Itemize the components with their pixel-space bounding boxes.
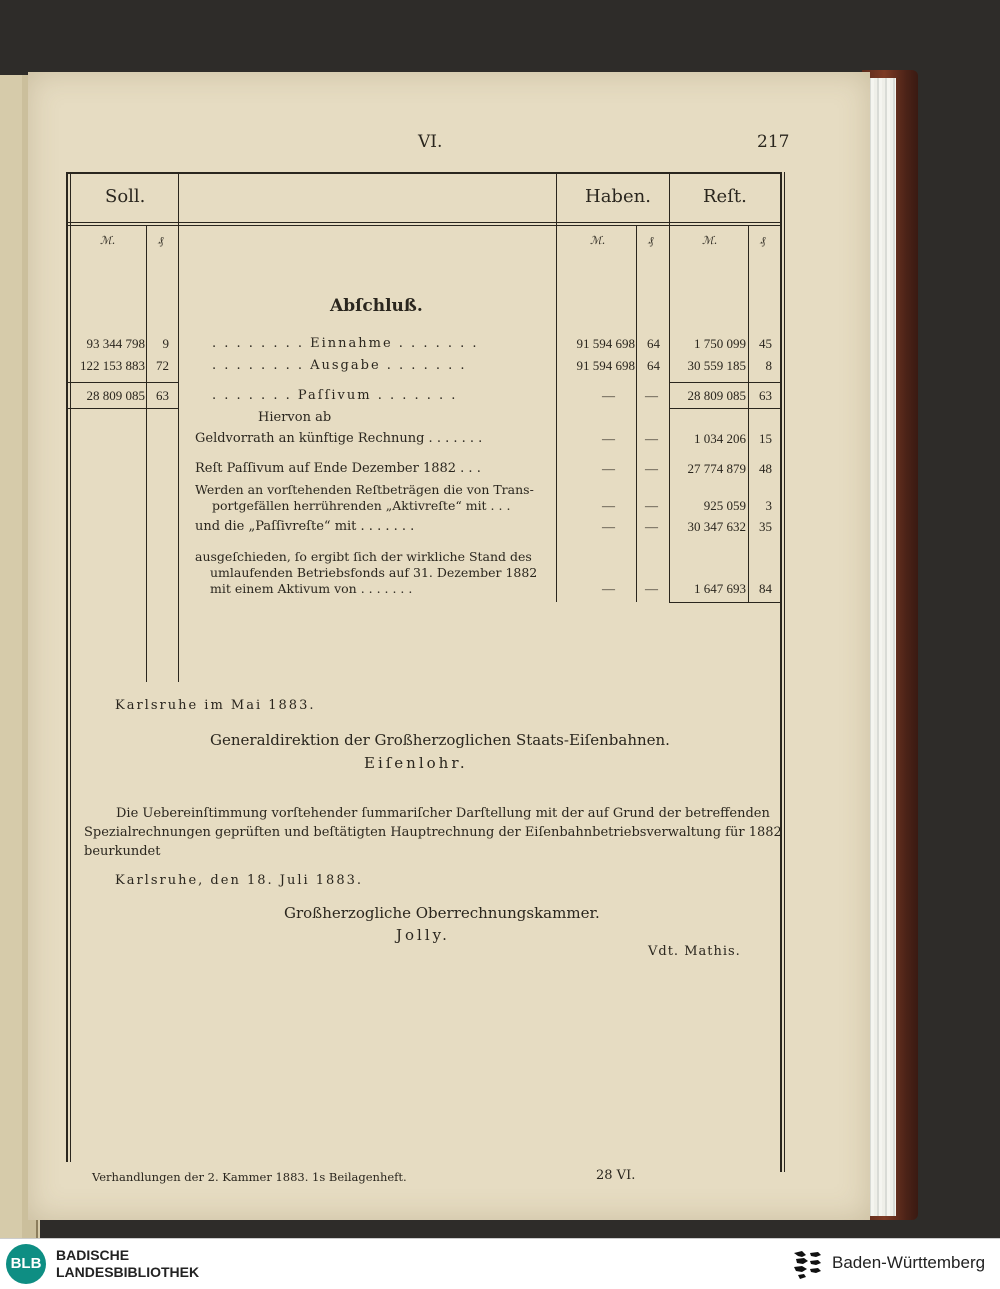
table-title: Abſchluß. bbox=[330, 296, 423, 316]
unit-mark-rest: ℳ. bbox=[702, 234, 718, 247]
rest-pf: 45 bbox=[759, 336, 772, 351]
rest-pf: 8 bbox=[765, 358, 772, 373]
place-date-1: Karlsruhe im Mai 1883. bbox=[115, 698, 316, 713]
haben-pf: 64 bbox=[647, 336, 660, 351]
rest-pf: 48 bbox=[759, 461, 772, 476]
unit-pf-soll: ₰ bbox=[158, 234, 164, 247]
page-footer-left: Verhandlungen der 2. Kammer 1883. 1s Beilagenheft. bbox=[92, 1170, 407, 1184]
right-page bbox=[28, 72, 870, 1220]
rest-mark: 27 774 879 bbox=[687, 461, 746, 476]
unit-pf-haben: ₰ bbox=[648, 234, 654, 247]
rest-mark: 1 647 693 bbox=[694, 581, 746, 596]
place-date-2: Karlsruhe, den 18. Juli 1883. bbox=[115, 873, 363, 888]
organization-1: Generaldirektion der Großherzoglichen Staats-Eiſenbahnen. bbox=[210, 731, 670, 749]
column-header-rest: Reſt. bbox=[703, 186, 747, 207]
row-label: Reſt Paſſivum auf Ende Dezember 1882 . . . bbox=[195, 461, 481, 476]
rest-mark: 30 347 632 bbox=[687, 519, 746, 534]
haben-mark: — bbox=[602, 498, 615, 513]
soll-pf: 9 bbox=[162, 336, 169, 351]
haben-mark: — bbox=[602, 519, 615, 534]
haben-mark: — bbox=[602, 431, 615, 446]
soll-pf: 72 bbox=[156, 358, 169, 373]
paragraph-line-3: beurkundet bbox=[84, 844, 161, 859]
haben-pf: — bbox=[645, 431, 658, 446]
row-label: . . . . . . . . Einnahme . . . . . . . bbox=[212, 336, 479, 351]
rest-mark: 30 559 185 bbox=[687, 358, 746, 373]
row-label: umlaufenden Betriebsfonds auf 31. Dezember 1882 bbox=[210, 565, 538, 580]
row-label: und die „Paſſivreſte“ mit . . . . . . . bbox=[195, 519, 415, 534]
vdt-signature: Vdt. Mathis. bbox=[648, 944, 741, 959]
page-number: 217 bbox=[757, 132, 790, 152]
row-label: portgefällen herrührenden „Aktivreſte“ mit . . . bbox=[212, 498, 511, 513]
library-name-line-2: LANDESBIBLIOTHEK bbox=[56, 1264, 200, 1280]
rest-pf: 84 bbox=[759, 581, 772, 596]
rest-pf: 35 bbox=[759, 519, 772, 534]
haben-pf: — bbox=[645, 498, 658, 513]
row-label: Werden an vorſtehenden Reſtbeträgen die von Trans- bbox=[195, 482, 534, 497]
row-label: . . . . . . . . Ausgabe . . . . . . . bbox=[212, 358, 467, 373]
bw-lions-crest-icon[interactable] bbox=[790, 1247, 824, 1281]
paragraph-line-2: Spezialrechnungen geprüften und beſtätigten Hauptrechnung der Eiſenbahnbetriebsverwaltung für 1882 bbox=[84, 825, 782, 840]
unit-mark-soll: ℳ. bbox=[100, 234, 116, 247]
unit-mark-haben: ℳ. bbox=[590, 234, 606, 247]
haben-pf: — bbox=[645, 519, 658, 534]
haben-mark: — bbox=[602, 388, 615, 403]
library-name[interactable] bbox=[56, 1247, 199, 1281]
page-section: VI. bbox=[418, 132, 443, 152]
row-label: . . . . . . . Paſſivum . . . . . . . bbox=[212, 388, 458, 403]
rest-pf: 3 bbox=[765, 498, 772, 513]
haben-mark: — bbox=[602, 581, 615, 596]
column-header-haben: Haben. bbox=[585, 186, 651, 207]
rest-mark: 28 809 085 bbox=[687, 388, 746, 403]
library-name-line-1: BADISCHE bbox=[56, 1247, 130, 1263]
rest-pf: 15 bbox=[759, 431, 772, 446]
rest-mark: 925 059 bbox=[703, 498, 746, 513]
haben-mark: 91 594 698 bbox=[576, 336, 635, 351]
state-name[interactable]: Baden-Württemberg bbox=[832, 1253, 986, 1272]
haben-mark: — bbox=[602, 461, 615, 476]
soll-mark: 122 153 883 bbox=[80, 358, 145, 373]
library-footer-bar bbox=[0, 1238, 1000, 1289]
signer-1: Eiſenlohr. bbox=[364, 754, 468, 772]
rest-mark: 1 750 099 bbox=[694, 336, 746, 351]
row-label: mit einem Aktivum von . . . . . . . bbox=[210, 581, 413, 596]
haben-pf: — bbox=[645, 461, 658, 476]
haben-mark: 91 594 698 bbox=[576, 358, 635, 373]
haben-pf: 64 bbox=[647, 358, 660, 373]
soll-mark: 28 809 085 bbox=[86, 388, 145, 403]
soll-mark: 93 344 798 bbox=[86, 336, 145, 351]
unit-pf-rest: ₰ bbox=[760, 234, 766, 247]
row-label: Geldvorrath an künftige Rechnung . . . . . . . bbox=[195, 431, 483, 446]
page-footer-right: 28 VI. bbox=[596, 1168, 636, 1183]
haben-pf: — bbox=[645, 388, 658, 403]
rest-pf: 63 bbox=[759, 388, 772, 403]
blb-logo-icon[interactable]: BLB bbox=[6, 1244, 46, 1284]
column-header-soll: Soll. bbox=[105, 186, 146, 207]
soll-pf: 63 bbox=[156, 388, 169, 403]
rest-mark: 1 034 206 bbox=[694, 431, 746, 446]
haben-pf: — bbox=[645, 581, 658, 596]
signer-2: Jolly. bbox=[396, 926, 450, 944]
organization-2: Großherzogliche Oberrechnungskammer. bbox=[284, 904, 600, 922]
paragraph-line-1: Die Uebereinſtimmung vorſtehender ſummariſcher Darſtellung mit der auf Grund der betreffenden bbox=[116, 806, 770, 821]
row-label: ausgeſchieden, ſo ergibt ſich der wirkliche Stand des bbox=[195, 549, 532, 564]
row-label-hiervon: Hiervon ab bbox=[258, 410, 332, 425]
